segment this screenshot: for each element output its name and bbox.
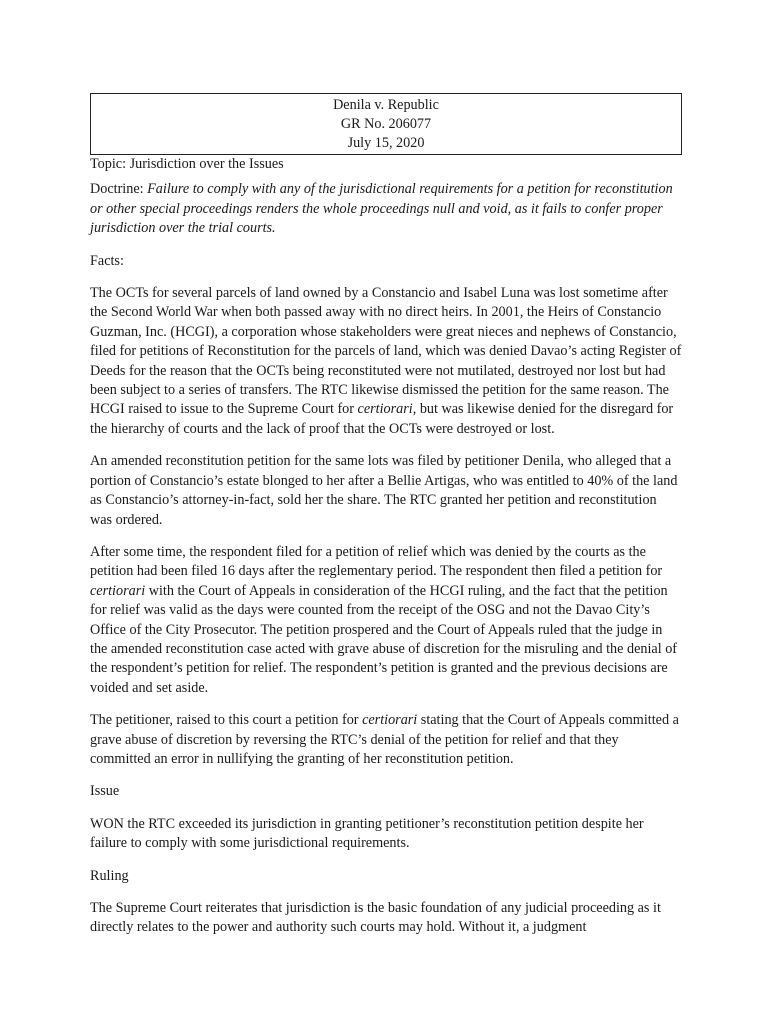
facts-heading: Facts: xyxy=(90,252,124,269)
facts-p3-italic: certiorari xyxy=(90,582,146,599)
issue-paragraph: WON the RTC exceeded its jurisdiction in granting petitioner’s reconstitution petition despite her failure to comply with some jurisdictional requirements. xyxy=(90,815,644,852)
facts-p3-text-b: with the Court of Appeals in consideration of the HCGI ruling, and the fact that the petition for relief was valid as the days were counted from the receipt of the OSG and not the Davao City’s Office of the City Prosecutor. The petition prospered and the Court of Appeals ruled that the judge in the amended reconstitution case acted with grave abuse of discretion for the misruling and the denial of the respondent’s petition for relief. The respondent’s petition is granted and the previous decisions are voided and set aside. xyxy=(90,582,678,696)
facts-p3-text-a: After some time, the respondent filed for a petition of relief which was denied by the courts as the petition had been filed 16 days after the reglementary period. The respondent then filed a petition for xyxy=(90,543,663,580)
issue-heading: Issue xyxy=(90,783,120,800)
ruling-paragraph: The Supreme Court reiterates that jurisdiction is the basic foundation of any judicial proceeding as it directly relates to the power and authority such courts may hold. Without it, a judgment xyxy=(90,900,661,936)
facts-paragraph-1 xyxy=(90,284,682,439)
topic-line: Topic: Jurisdiction over the Issues xyxy=(90,156,284,172)
case-header-box xyxy=(90,93,682,155)
doctrine-paragraph xyxy=(90,180,682,238)
case-title: Denila v. Republic xyxy=(333,97,439,113)
doctrine-label: Doctrine: xyxy=(90,181,148,198)
facts-p1-text-a: The OCTs for several parcels of land owned by a Constancio and Isabel Luna was lost sometime after the Second World War when both passed away with no direct heirs. In 2001, the Heirs of Constancio Guzman, Inc. (HCGI), a corporation whose stakeholders were great nieces and nephews of Constancio, filed for petitions of Reconstitution for the parcels of land, which was denied Davao’s acting Register of Deeds for the reason that the OCTs being reconstituted were not mutilated, destroyed nor lost but had been subject to a series of transfers. The RTC likewise dismissed the petition for the same reason. The HCGI raised to issue to the Supreme Court for xyxy=(90,285,682,418)
facts-p4-text-a: The petitioner, raised to this court a petition for xyxy=(90,712,363,729)
facts-paragraph-4 xyxy=(90,711,682,769)
facts-paragraph-2: An amended reconstitution petition for the same lots was filed by petitioner Denila, who alleged that a portion of Constancio’s estate blonged to her after a Bellie Artigas, who was entitled to 40% of the land as Constancio’s attorney-in-fact, sold her the share. The RTC granted her petition and reconstitution was ordered. xyxy=(90,453,678,528)
facts-p4-text-b: stating that the Court of Appeals committed a grave abuse of discretion by reversing the RTC’s denial of the petition for relief and that they committed an error in nullifying the granting of her reconstitution petition. xyxy=(90,712,679,767)
doctrine-text: Failure to comply with any of the jurisdictional requirements for a petition for reconstitution or other special proceedings renders the whole proceedings null and void, as it fails to confer proper jurisdiction over the trial courts. xyxy=(90,181,673,237)
facts-paragraph-3 xyxy=(90,543,682,698)
facts-p1-italic: certiorari xyxy=(357,401,413,418)
facts-p4-italic: certiorari xyxy=(362,712,418,729)
facts-p1-text-b: , but was likewise denied for the disregard for the hierarchy of courts and the lack of proof that the OCTs were destroyed or lost. xyxy=(90,401,674,437)
case-date: July 15, 2020 xyxy=(347,135,425,151)
document-page xyxy=(90,93,682,951)
case-gr-number: GR No. 206077 xyxy=(340,116,432,132)
ruling-heading: Ruling xyxy=(90,867,129,884)
